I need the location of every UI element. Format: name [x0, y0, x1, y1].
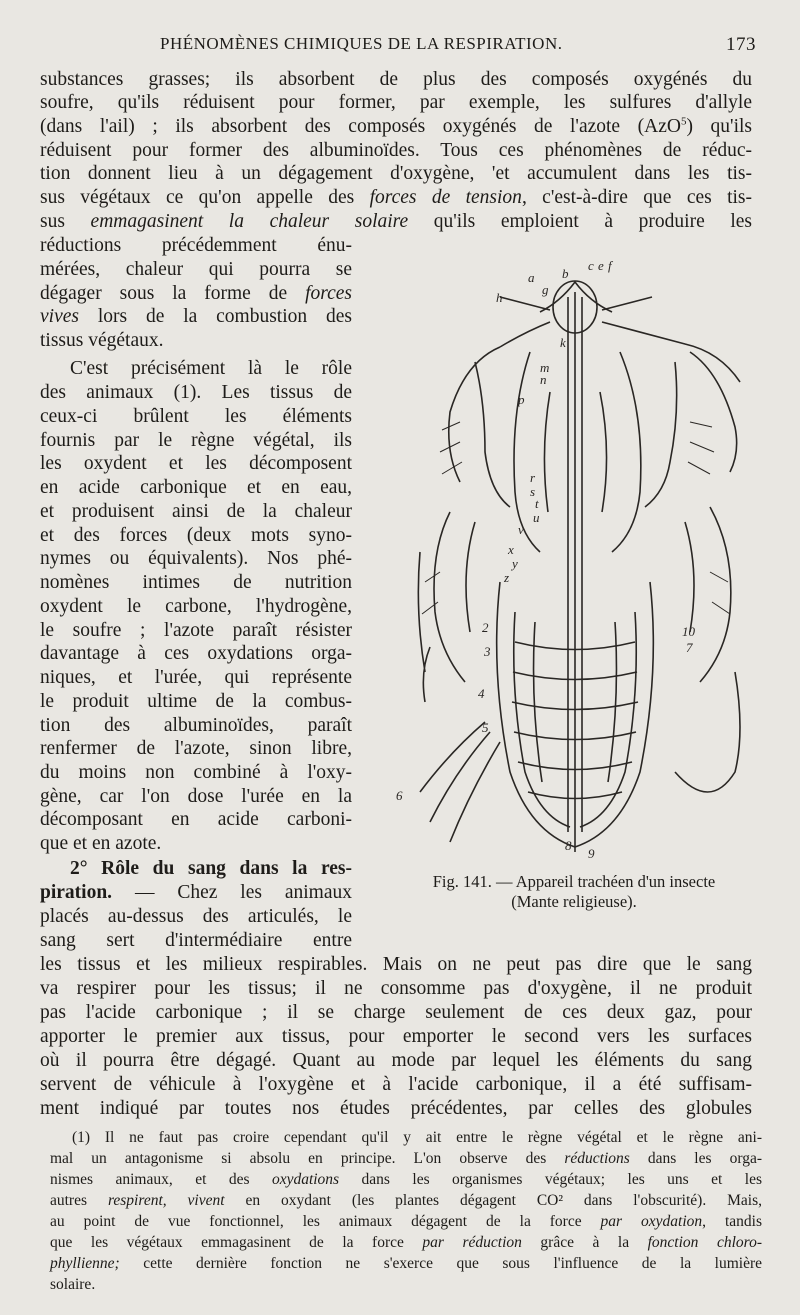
section-heading: 2° Rôle du sang dans la res-: [70, 858, 352, 879]
figure-label: e: [598, 258, 604, 273]
figure-label: u: [533, 510, 540, 525]
running-title: PHÉNOMÈNES CHIMIQUES DE LA RESPIRATION.: [160, 34, 563, 53]
text-line: renfermer de l'azote, sinon libre,: [40, 738, 352, 759]
text-line: du moins non combiné à l'oxy-: [40, 762, 352, 783]
text-line: C'est précisément là le rôle: [70, 358, 352, 379]
figure-label: 7: [686, 640, 693, 655]
figure-label: g: [542, 282, 549, 297]
text-line: décomposant en acide carboni-: [40, 809, 352, 830]
text-line: oxydent le carbone, l'hydrogène,: [40, 596, 352, 617]
figure-caption: [388, 872, 760, 912]
figure-label: 3: [484, 644, 491, 659]
text-line: réduisent pour former des albuminoïdes. Tous ces phénomènes de réduc-: [40, 140, 752, 161]
text-line: et produisent ainsi de la chaleur: [40, 501, 352, 522]
footnote-line: nismes animaux, et des oxydations dans les organismes végétaux; les uns et les: [50, 1171, 762, 1188]
text-line: nomènes intimes de nutrition: [40, 572, 352, 593]
text-line: tissus végétaux.: [40, 330, 164, 351]
page-number: 173: [726, 34, 756, 55]
page-header: [40, 34, 760, 56]
figure-label: 5: [482, 720, 489, 735]
text-line: en acide carbonique et en eau,: [40, 477, 352, 498]
text-line: apporter le premier aux tissus, pour emporter le second vers les surfaces: [40, 1026, 752, 1047]
figure-label: c: [588, 258, 594, 273]
text-line: tion donnent lieu à un dégagement d'oxygène, 'et accumulent dans les tis-: [40, 163, 752, 184]
figure-label: n: [540, 372, 547, 387]
text-line: fournis par le règne végétal, ils: [40, 430, 352, 451]
text-line: piration. — Chez les animaux: [40, 882, 352, 903]
text-line: pas l'acide carbonique ; il se charge seulement de ces deux gaz, pour: [40, 1002, 752, 1023]
footnote-line: que les végétaux emmagasinent de la force par réduction grâce à la fonction chloro-: [50, 1234, 763, 1251]
text-line: niques, et l'urée, qui représente: [40, 667, 352, 688]
figure-label: x: [508, 542, 514, 557]
figure-label: 10: [682, 624, 695, 639]
figure-label: s: [530, 484, 536, 499]
tracheal-system-illustration: [390, 252, 760, 862]
text-line: soufre, qu'ils réduisent pour former, par exemple, les sulfures d'allyle: [40, 92, 752, 113]
figure-label: a: [528, 270, 535, 285]
text-line: vives lors de la combustion des: [40, 306, 352, 327]
text-line: réductions précédemment énu-: [40, 235, 352, 256]
text-line: et des forces (deux mots syno-: [40, 525, 352, 546]
text-line: (dans l'ail) ; ils absorbent des composés oxygénés de l'azote (AzO$^5$) qu'ils: [40, 115, 752, 137]
text-line: où il pourra être dégagé. Quant au mode par lequel les éléments du sang: [40, 1050, 752, 1071]
figure-label: v: [518, 522, 524, 537]
text-line: le soufre ; l'azote paraît résister: [40, 620, 352, 641]
text-line: que et en azote.: [40, 833, 162, 854]
figure-label: 8: [565, 838, 572, 853]
figure-label: m: [540, 360, 550, 375]
figure-label: r: [530, 470, 536, 485]
text-line: sus emmagasinent la chaleur solaire qu'ils emploient à produire les: [40, 211, 753, 232]
text-line: gène, car l'on dose l'urée en la: [40, 786, 352, 807]
footnote-line: solaire.: [50, 1276, 96, 1293]
figure-label: t: [535, 496, 539, 511]
text-line: ceux-ci brûlent les éléments: [40, 406, 352, 427]
text-line: le produit ultime de la combus-: [40, 691, 352, 712]
footnote-line: autres respirent, vivent en oxydant (les plantes dégagent CO² dans l'obscurité). Mais,: [50, 1192, 762, 1209]
text-line: mérées, chaleur qui pourra se: [40, 259, 352, 280]
figure-label: z: [504, 570, 510, 585]
caption-line: Fig. 141. — Appareil trachéen d'un insecte: [432, 872, 716, 891]
text-line: va respirer pour les tissus; il ne consomme pas d'oxygène, il ne produit: [40, 978, 752, 999]
text-line: tion des albuminoïdes, paraît: [40, 715, 352, 736]
text-line: servent de véhicule à l'oxygène et à l'acide carbonique, il a été suffisam-: [40, 1074, 752, 1095]
figure-label: f: [608, 258, 612, 273]
text-line: davantage à ces oxydations orga-: [40, 643, 352, 664]
figure-label: h: [496, 290, 503, 305]
text-line: substances grasses; ils absorbent de plus des composés oxygénés du: [40, 69, 752, 90]
text-line: les tissus et les milieux respirables. Mais on ne peut pas dire que le sang: [40, 954, 752, 975]
figure-label: y: [512, 556, 518, 571]
text-line: ment indiqué par toutes nos études précédentes, par celles des globules: [40, 1098, 752, 1119]
figure-label: p: [518, 392, 525, 407]
footnote-line: phyllienne; cette dernière fonction ne s'exerce que sous l'influence de la lumière: [50, 1255, 762, 1272]
text-line: sus végétaux ce qu'on appelle des forces de tension, c'est-à-dire que ces tis-: [40, 187, 752, 208]
footnote-line: (1) Il ne faut pas croire cependant qu'il y ait entre le règne végétal et le règne ani-: [72, 1129, 762, 1146]
text-line: dégager sous la forme de forces: [40, 283, 352, 304]
figure-label: b: [562, 266, 569, 281]
figure-label: 4: [478, 686, 485, 701]
text-line: nymes ou équivalents). Nos phé-: [40, 548, 352, 569]
figure-label: 6: [396, 788, 403, 803]
text-line: les oxydent et les décomposent: [40, 453, 352, 474]
figure-label: 2: [482, 620, 489, 635]
text-line: des animaux (1). Les tissus de: [40, 382, 352, 403]
text-line: sang sert d'intermédiaire entre: [40, 930, 352, 951]
footnote-line: au point de vue fonctionnel, les animaux dégagent de la force par oxydation, tandis: [50, 1213, 763, 1230]
caption-line: (Mante religieuse).: [511, 892, 637, 911]
figure-label: k: [560, 335, 566, 350]
footnote-line: mal un antagonisme si absolu en principe. L'on observe des réductions dans les orga-: [50, 1150, 762, 1167]
figure-label: 9: [588, 846, 595, 861]
text-line: placés au-dessus des articulés, le: [40, 906, 352, 927]
